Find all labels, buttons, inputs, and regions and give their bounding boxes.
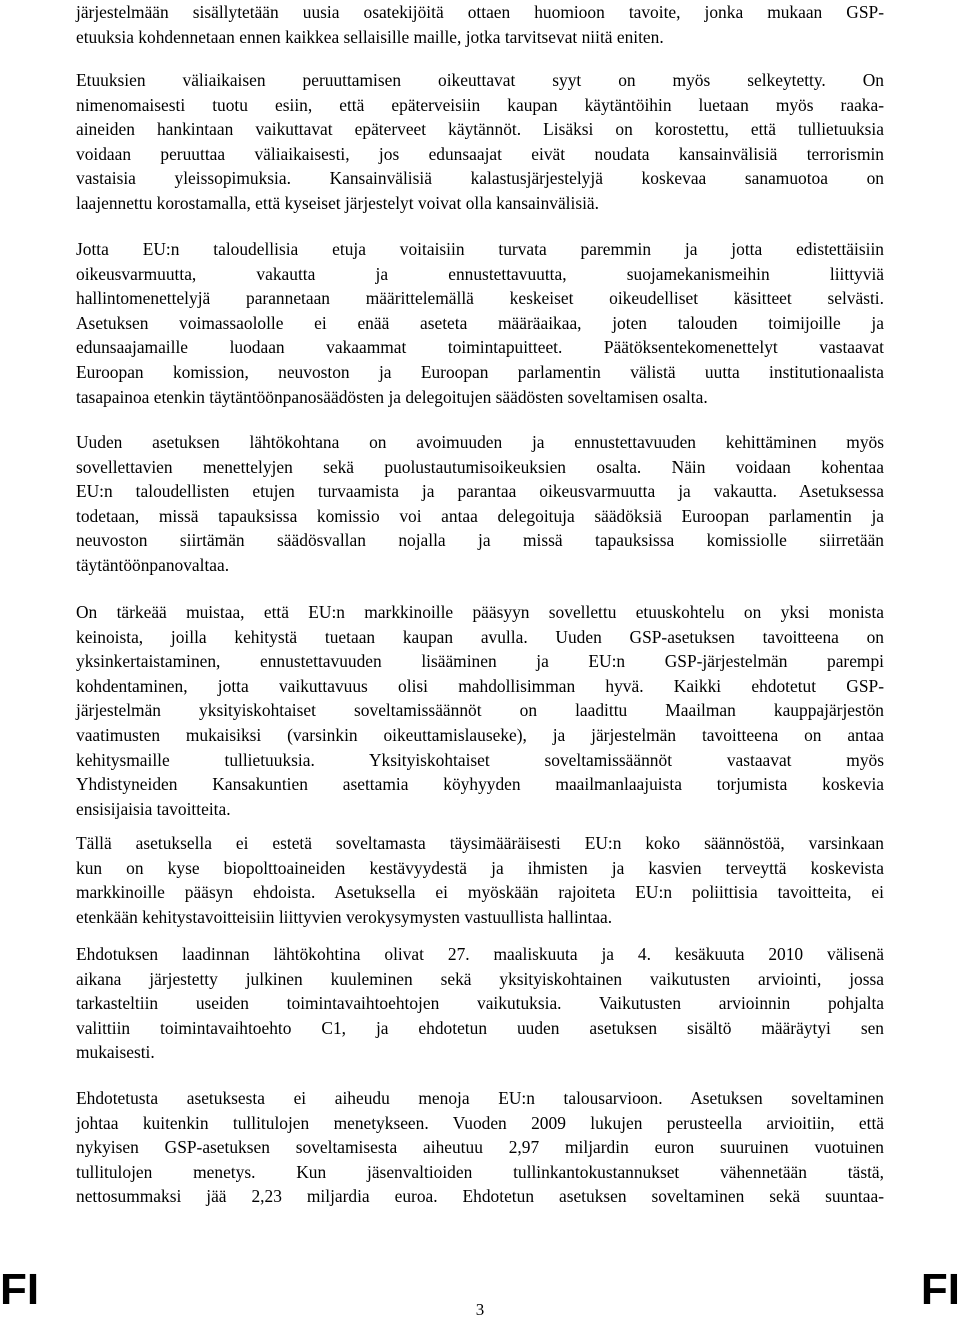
text-line: kun on kyse biopolttoaineiden kestävyydestä ja ihmisten ja kasvien terveyttä koskevista [76, 857, 884, 878]
text-line: oikeusvarmuutta, vakautta ja ennustettavuutta, suojamekanismeihin liittyviä [76, 263, 884, 284]
paragraph-4 [76, 430, 884, 578]
text-line: Ehdotuksen laadinnan lähtökohtina olivat 27. maaliskuuta ja 4. kesäkuuta 2010 välisenä [76, 944, 884, 964]
text-line: nykyisen GSP-asetuksen soveltamisesta aiheutuu 2,97 miljardin euron suuruinen vuotuinen [76, 1137, 884, 1158]
text-line: Jotta EU:n taloudellisia etuja voitaisiin turvata paremmin ja jotta edistettäisiin [76, 239, 884, 259]
paragraph-2 [76, 68, 884, 216]
text-line: Tällä asetuksella ei estetä soveltamasta täysimääräisesti EU:n koko säännöstöä, varsinkaan [76, 833, 884, 853]
text-line: järjestelmään sisällytetään uusia osatekijöitä ottaen huomioon tavoite, jonka mukaan GSP- [76, 2, 884, 22]
paragraph-8 [76, 1086, 884, 1209]
text-line: yksinkertaistaminen, ennustettavuuden lisääminen ja EU:n GSP-järjestelmän parempi [76, 651, 884, 672]
text-line: vastaisia yleissopimuksia. Kansainvälisiä kalastusjärjestelyjä koskevaa sanamuotoa on [76, 168, 884, 189]
text-line: todetaan, missä tapauksissa komissio voi antaa delegoituja säädöksiä Euroopan parlamentin ja [76, 505, 884, 526]
text-line: Euroopan komission, neuvoston ja Euroopan parlamentin välistä uutta institutionaalista [76, 361, 884, 382]
page-number: 3 [475, 1300, 485, 1319]
text-line: aikana järjestetty julkinen kuuleminen sekä yksityiskohtainen vaikutusten arviointi, jossa [76, 968, 884, 989]
text-line: tullitulojen menetys. Kun jäsenvaltioiden tullinkantokustannukset vähennetään tästä, [76, 1161, 884, 1182]
text-line: voidaan peruuttaa väliaikaisesti, jos edunsaajat eivät noudata kansainvälisiä terrorismin [76, 143, 884, 164]
text-line: hallintomenettelyjä parannetaan määrittelemällä keskeiset oikeudelliset käsitteet selvästi. [76, 288, 884, 309]
footer-language-code-left: FI [0, 1265, 40, 1314]
text-line: ensisijaisia tavoitteita. [76, 798, 231, 819]
text-line: On tärkeää muistaa, että EU:n markkinoille pääsyyn sovellettu etuuskohtelu on yksi monista [76, 602, 884, 622]
text-line: sovellettavien menettelyjen sekä puolustautumisoikeuksien osalta. Näin voidaan kohentaa [76, 456, 884, 477]
text-line: Asetuksen voimassaololle ei enää aseteta määräaikaa, joten talouden toimijoille ja [76, 312, 884, 333]
paragraph-5 [76, 600, 884, 821]
text-line: edunsaajamaille luodaan vakaammat toimintapuitteet. Päätöksentekomenettelyt vastaavat [76, 337, 884, 358]
text-line: kohdentaminen, jotta vaikuttavuus olisi mahdollisimman hyvä. Kaikki ehdotetut GSP- [76, 675, 884, 696]
paragraph-6 [76, 831, 884, 929]
text-line: Uuden asetuksen lähtökohtana on avoimuuden ja ennustettavuuden kehittäminen myös [76, 432, 884, 452]
text-line: järjestelmän yksityiskohtaiset soveltamissäännöt on laadittu Maailman kauppajärjestön [76, 700, 884, 721]
text-line: valittiin toimintavaihtoehto C1, ja ehdotetun uuden asetuksen sisältö määräytyi sen [76, 1017, 884, 1038]
paragraph-7 [76, 942, 884, 1065]
text-line: tasapainoa etenkin täytäntöönpanosäädösten ja delegoitujen säädösten soveltamisen osalta. [76, 386, 708, 407]
text-line: vaatimusten mukaisiksi (varsinkin oikeuttamislauseke), ja järjestelmän tavoitteena on antaa [76, 724, 884, 745]
text-line: nimenomaisesti tuotu esiin, että epäterveisiin kaupan käytäntöihin luetaan myös raaka- [76, 94, 884, 115]
text-line: Ehdotetusta asetuksesta ei aiheudu menoja EU:n talousarvioon. Asetuksen soveltaminen [76, 1088, 884, 1108]
text-line: aineiden hankintaan vaikuttavat epäterveet käytännöt. Lisäksi on korostettu, että tullietuuksia [76, 119, 884, 140]
text-line: johtaa kuitenkin tullitulojen menetykseen. Vuoden 2009 lukujen perusteella arvioitiin, että [76, 1112, 884, 1133]
footer-language-code-right: FI [920, 1265, 960, 1314]
paragraph-3 [76, 237, 884, 409]
text-line: markkinoille pääsyn ehdoista. Asetuksella ei myöskään rajoiteta EU:n poliittisia tavoitteita, ei [76, 882, 884, 903]
text-line: laajennettu korostamalla, että kyseiset järjestelyt voivat olla kansainvälisiä. [76, 192, 600, 213]
text-line: neuvoston siirtämän säädösvallan nojalla ja missä tapauksissa komissiolle siirretään [76, 530, 884, 551]
paragraph-1 [76, 0, 884, 49]
text-line: mukaisesti. [76, 1042, 155, 1063]
text-line: tarkasteltiin useiden toimintavaihtoehtojen vaikutuksia. Vaikutusten arvioinnin pohjalta [76, 993, 884, 1014]
text-line: kehitysmaille tullietuuksia. Yksityiskohtaiset soveltamissäännöt vastaavat myös [76, 749, 884, 770]
text-line: Yhdistyneiden Kansakuntien asettamia köyhyyden maailmanlaajuista torjumista koskevia [76, 774, 884, 795]
text-line: keinoista, joilla kehitystä tuetaan kaupan avulla. Uuden GSP-asetuksen tavoitteena on [76, 626, 884, 647]
text-line: Etuuksien väliaikaisen peruuttamisen oikeuttavat syyt on myös selkeytetty. On [76, 70, 884, 90]
text-line: täytäntöönpanovaltaa. [76, 554, 230, 575]
text-line: etuuksia kohdennetaan ennen kaikkea sellaisille maille, jotka tarvitsevat niitä eniten. [76, 26, 664, 47]
text-line: etenkään kehitystavoitteisiin liittyvien verokysymysten vastuullista hallintaa. [76, 906, 613, 927]
text-line: nettosummaksi jää 2,23 miljardia euroa. Ehdotetun asetuksen soveltaminen sekä suuntaa- [76, 1186, 884, 1207]
text-line: EU:n taloudellisten etujen turvaamista ja parantaa oikeusvarmuutta ja vakautta. Asetuksessa [76, 481, 884, 502]
